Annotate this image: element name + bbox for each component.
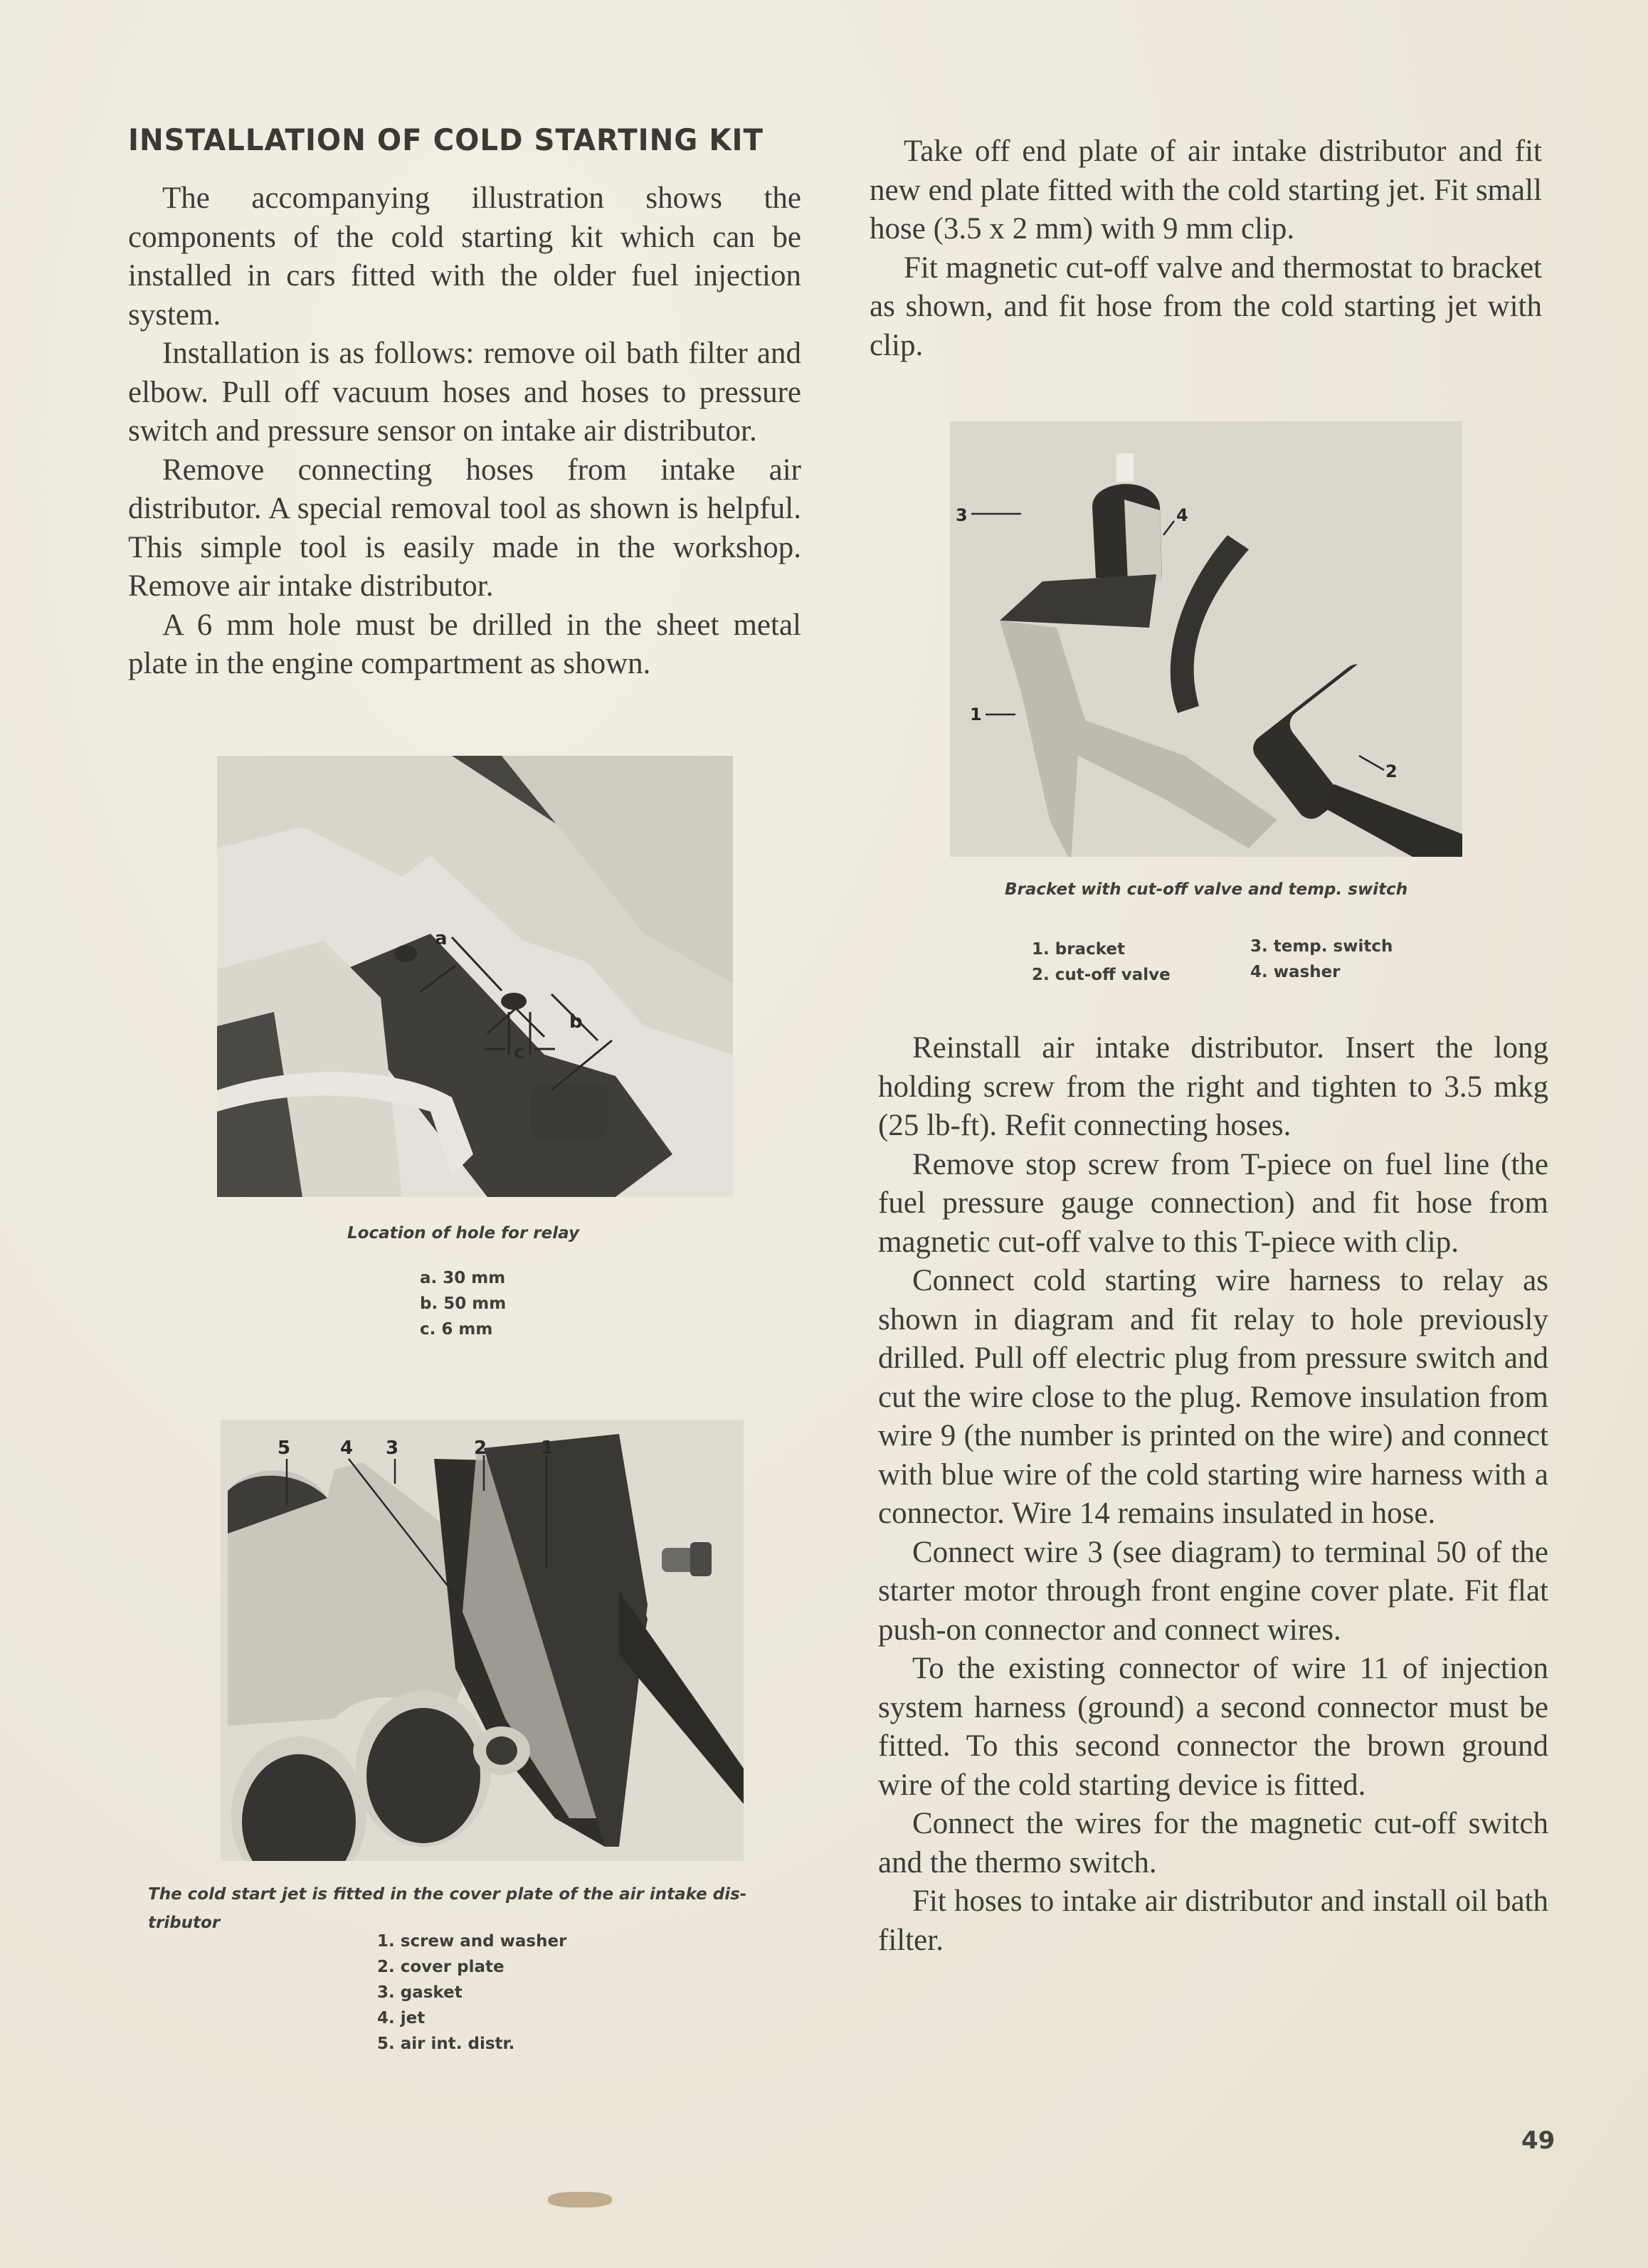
legend-item: 1. bracket [1032, 940, 1125, 959]
paragraph: Take off end plate of air intake distributor and fit new end plate fitted with the cold starting jet. Fit small hose (3.5 x 2 mm) with 9 mm clip. [870, 135, 1542, 246]
paragraph: Connect the wires for the magnetic cut-off switch and the thermo switch. [878, 1807, 1548, 1879]
air-intake-distributor-image [221, 1420, 744, 1861]
legend-item: 1. screw and washer [377, 1932, 567, 1951]
right-column-top-text [870, 132, 1542, 365]
legend-item: 2. cut-off valve [1032, 966, 1171, 984]
paragraph: Remove connecting hoses from intake air distributor. A special removal tool as shown is helpful. This simple tool is easily made in the workshop. Remove air intake distributor. [128, 453, 801, 603]
legend-item: 3. gasket [377, 1983, 463, 2002]
callout-4: 4 [340, 1438, 354, 1459]
callout-1: 1 [970, 705, 982, 724]
bracket-legend-col1 [1032, 937, 1171, 988]
legend-item: 5. air int. distr. [377, 2035, 515, 2053]
paragraph: Connect wire 3 (see diagram) to terminal 50 of the starter motor through front engine cover plate. Fit flat push-on connector and connect wires. [878, 1535, 1548, 1647]
page-heading: INSTALLATION OF COLD STARTING KIT [128, 122, 764, 157]
paragraph: The accompanying illustration shows the components of the cold starting kit which can be installed in cars fitted with the older fuel injection system. [128, 181, 801, 332]
paragraph: To the existing connector of wire 11 of injection system harness (ground) a second connector must be fitted. To this second connector the brown ground wire of the cold starting device is fitted. [878, 1652, 1548, 1802]
callout-2: 2 [1385, 761, 1398, 781]
paragraph: Connect cold starting wire harness to relay as shown in diagram and fit relay to hole previously drilled. Pull off electric plug from pressure switch and cut the wire close to the plug. Remove insulation from wire 9 (the number is printed on the wire) and connect with blue wire of the cold starting wire harness with a connector. Wire 14 remains insulated in hose. [878, 1264, 1548, 1530]
bracket-photo [950, 421, 1462, 857]
legend-item: 4. jet [377, 2009, 426, 2027]
bracket-valve-switch-image [950, 421, 1462, 857]
paragraph: Fit hoses to intake air distributor and install oil bath filter. [878, 1884, 1548, 1957]
cover-plate-photo [221, 1420, 744, 1861]
engine-compartment-image [217, 756, 733, 1197]
legend-item: c. 6 mm [420, 1320, 493, 1339]
caption-line: The cold start jet is fitted in the cover plate of the air intake dis- [148, 1885, 747, 1904]
callout-5: 5 [278, 1438, 291, 1459]
bracket-caption: Bracket with cut-off valve and temp. switch [1005, 880, 1408, 899]
bracket-legend-col2 [1250, 934, 1393, 985]
relay-hole-legend [420, 1265, 506, 1342]
paragraph: Installation is as follows: remove oil bath filter and elbow. Pull off vacuum hoses and hoses to pressure switch and pressure sensor on intake air distributor. [128, 337, 801, 448]
left-column-text [128, 179, 801, 684]
callout-1: 1 [541, 1438, 554, 1459]
page-number: 49 [1521, 2126, 1555, 2155]
callout-3: 3 [956, 505, 968, 525]
paragraph: Remove stop screw from T-piece on fuel line (the fuel pressure gauge connection) and fit hose from magnetic cut-off valve to this T-piece with clip. [878, 1147, 1548, 1259]
relay-hole-caption: Location of hole for relay [347, 1224, 579, 1243]
callout-2: 2 [474, 1438, 487, 1459]
legend-item: a. 30 mm [420, 1269, 506, 1287]
cover-plate-legend [377, 1929, 566, 2057]
paragraph: Reinstall air intake distributor. Insert the long holding screw from the right and tighten to 3.5 mkg (25 lb-ft). Refit connecting hoses. [878, 1031, 1548, 1142]
paragraph: A 6 mm hole must be drilled in the sheet metal plate in the engine compartment as shown. [128, 608, 801, 680]
legend-item: b. 50 mm [420, 1294, 507, 1313]
relay-hole-photo [217, 756, 733, 1197]
right-column-bottom-text [878, 1029, 1548, 1960]
callout-4: 4 [1176, 505, 1188, 525]
callout-3: 3 [386, 1438, 399, 1459]
legend-item: 4. washer [1250, 963, 1341, 981]
paragraph: Fit magnetic cut-off valve and thermostat to bracket as shown, and fit hose from the cold starting jet with clip. [870, 250, 1542, 362]
callout-b: b [569, 1011, 583, 1033]
legend-item: 2. cover plate [377, 1958, 505, 1976]
callout-a: a [435, 928, 448, 949]
legend-item: 3. temp. switch [1250, 937, 1393, 956]
caption-line: tributor [148, 1914, 221, 1932]
callout-c: c [514, 1042, 525, 1063]
paper-stain [548, 2192, 612, 2208]
